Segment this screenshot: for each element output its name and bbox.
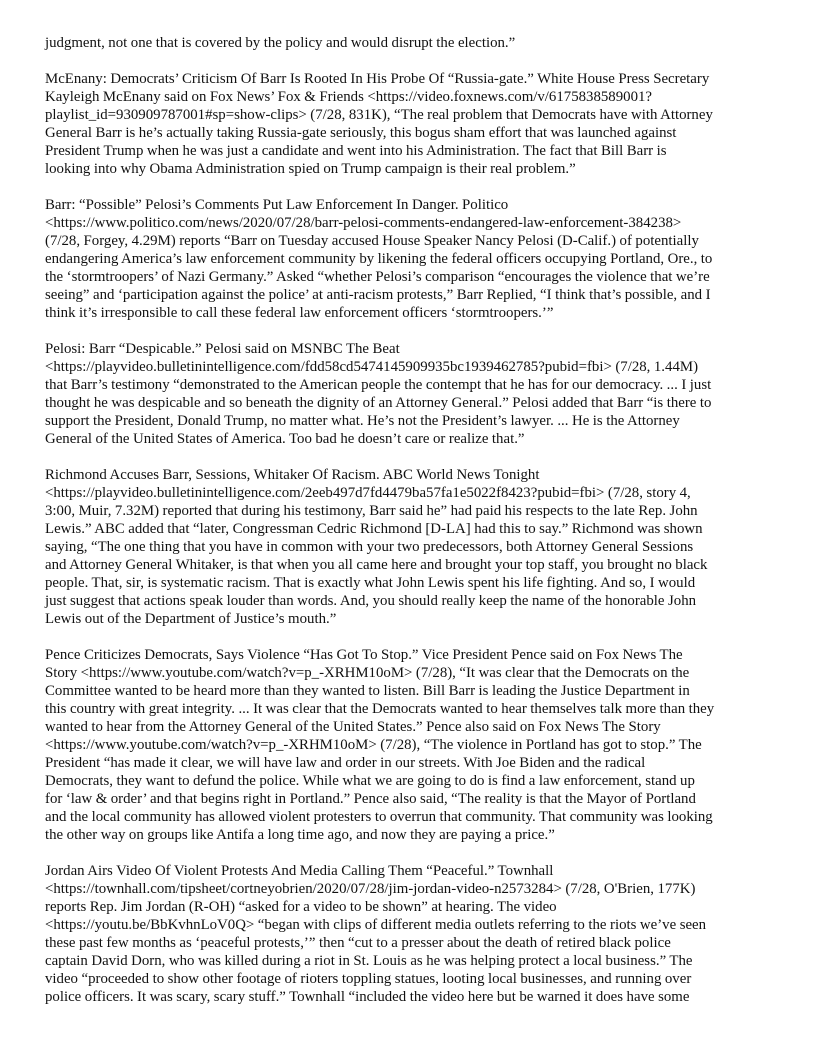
text-line: and the local community has allowed violent protesters to overrun that community. That community was looking [45,809,713,825]
text-line: <https://youtu.be/BbKvhnLoV0Q> “began with clips of different media outlets referring to the riots we’ve seen [45,917,707,933]
text-line: just suggest that actions speak louder than words. And, you should really keep the name of the honorable John [45,593,697,609]
text-line: General Barr is he’s actually taking Russia-gate seriously, this bogus sham effort that was launched against [45,125,677,141]
text-line: support the President, Donald Trump, no matter what. He’s not the President’s lawyer. ... He is the Attorney [45,413,680,429]
text-line: the other way on groups like Antifa a long time ago, and now they are paying a price.” [45,827,555,843]
paragraph-p1 [45,70,772,178]
text-line: Jordan Airs Video Of Violent Protests And Media Calling Them “Peaceful.” Townhall [45,863,554,879]
text-line: think it’s irresponsible to call these federal law enforcement officers ‘stormtroopers.’” [45,305,554,321]
text-line: wanted to hear from the Attorney General of the United States.” Pence also said on Fox News The Story [45,719,661,735]
text-line: <https://www.youtube.com/watch?v=p_-XRHM10oM> (7/28), “The violence in Portland has got to stop.” The [45,737,702,753]
paragraph-p3 [45,340,772,448]
text-line: these past few months as ‘peaceful protests,’” then “cut to a presser about the death of retired black police [45,935,671,951]
text-line: <https://townhall.com/tipsheet/cortneyobrien/2020/07/28/jim-jordan-video-n2573284> (7/28, O'Brien, 177K) [45,881,696,897]
text-line: playlist_id=930909787001#sp=show-clips> (7/28, 831K), “The real problem that Democrats have with Attorney [45,107,713,123]
text-line: (7/28, Forgey, 4.29M) reports “Barr on Tuesday accused House Speaker Nancy Pelosi (D-Calif.) of potentially [45,233,699,249]
text-line: for ‘law & order’ and that begins right in Portland.” Pence also said, “The reality is that the Mayor of Portland [45,791,696,807]
text-line: <https://playvideo.bulletinintelligence.com/2eeb497d7fd4479ba57fa1e5022f8423?pubid=fbi> (7/28, story 4, [45,485,691,501]
text-line: police officers. It was scary, scary stuff.” Townhall “included the video here but be warned it does have some [45,989,690,1005]
text-line: Committee wanted to be heard more than they wanted to listen. Bill Barr is leading the Justice Department in [45,683,690,699]
text-line: saying, “The one thing that you have in common with your two predecessors, both Attorney General Sessions [45,539,694,555]
text-line: people. That, sir, is systematic racism. That is exactly what John Lewis spent his life fighting. And so, I would [45,575,696,591]
text-line: Lewis.” ABC added that “later, Congressman Cedric Richmond [D-LA] had this to say.” Richmond was shown [45,521,703,537]
text-line: Lewis out of the Department of Justice’s mouth.” [45,611,337,627]
text-line: <https://www.politico.com/news/2020/07/28/barr-pelosi-comments-endangered-law-enforcement-384238> [45,215,682,231]
text-line: Pence Criticizes Democrats, Says Violence “Has Got To Stop.” Vice President Pence said on Fox News The [45,647,683,663]
paragraph-p5 [45,646,772,844]
text-line: Kayleigh McEnany said on Fox News’ Fox & Friends <https://video.foxnews.com/v/6175838589001? [45,89,652,105]
paragraph-p4 [45,466,772,628]
text-line: President Trump when he was just a candidate and went into his Administration. The fact that Bill Barr is [45,143,667,159]
paragraph-p2 [45,196,772,322]
text-line: 3:00, Muir, 7.32M) reported that during his testimony, Barr said he” had paid his respects to the late Rep. John [45,503,698,519]
text-line: McEnany: Democrats’ Criticism Of Barr Is Rooted In His Probe Of “Russia-gate.” White House Press Secretary [45,71,710,87]
text-line: reports Rep. Jim Jordan (R-OH) “asked for a video to be shown” at hearing. The video [45,899,557,915]
text-line: <https://playvideo.bulletinintelligence.com/fdd58cd5474145909935bc1939462785?pubid=fbi> (7/28, 1.44M) [45,359,699,375]
text-line: Story <https://www.youtube.com/watch?v=p_-XRHM10oM> (7/28), “It was clear that the Democrats on the [45,665,690,681]
text-line: thought he was despicable and so beneath the dignity of an Attorney General.” Pelosi added that Barr “is there to [45,395,712,411]
text-line: President “has made it clear, we will have law and order in our streets. With Joe Biden and the radical [45,755,646,771]
text-line: and Attorney General Whitaker, is that when you all came here and brought your top staff, you brought no black [45,557,708,573]
text-line: endangering America’s law enforcement community by likening the federal officers occupying Portland, Ore., to [45,251,713,267]
text-line: looking into why Obama Administration spied on Trump campaign is their real problem.” [45,161,576,177]
text-line: this country with great integrity. ... It was clear that the Democrats wanted to hear themselves talk more than they [45,701,715,717]
text-line: that Barr’s testimony “demonstrated to the American people the contempt that he has for our democracy. ... I just [45,377,712,393]
text-line: seeing” and ‘participation against the police’ at anti-racism protests,” Barr Replied, “I think that’s possible, and I [45,287,711,303]
paragraph-p6 [45,862,772,1006]
text-line: General of the United States of America. Too bad he doesn’t care or realize that.” [45,431,525,447]
text-line: Barr: “Possible” Pelosi’s Comments Put Law Enforcement In Danger. Politico [45,197,509,213]
text-line: Democrats, they want to defund the police. While what we are going to do is find a law enforcement, stand up [45,773,695,789]
paragraph-p0 [45,34,772,52]
text-line: Richmond Accuses Barr, Sessions, Whitaker Of Racism. ABC World News Tonight [45,467,540,483]
text-line: judgment, not one that is covered by the policy and would disrupt the election.” [45,35,516,51]
document-body [45,34,772,1006]
text-line: captain David Dorn, who was killed during a riot in St. Louis as he was helping protect a local business.” The [45,953,693,969]
text-line: the ‘stormtroopers’ of Nazi Germany.” Asked “whether Pelosi’s comparison “encourages the violence that we’re [45,269,710,285]
text-line: Pelosi: Barr “Despicable.” Pelosi said on MSNBC The Beat [45,341,400,357]
text-line: video “proceeded to show other footage of rioters toppling statues, looting local businesses, and running over [45,971,692,987]
